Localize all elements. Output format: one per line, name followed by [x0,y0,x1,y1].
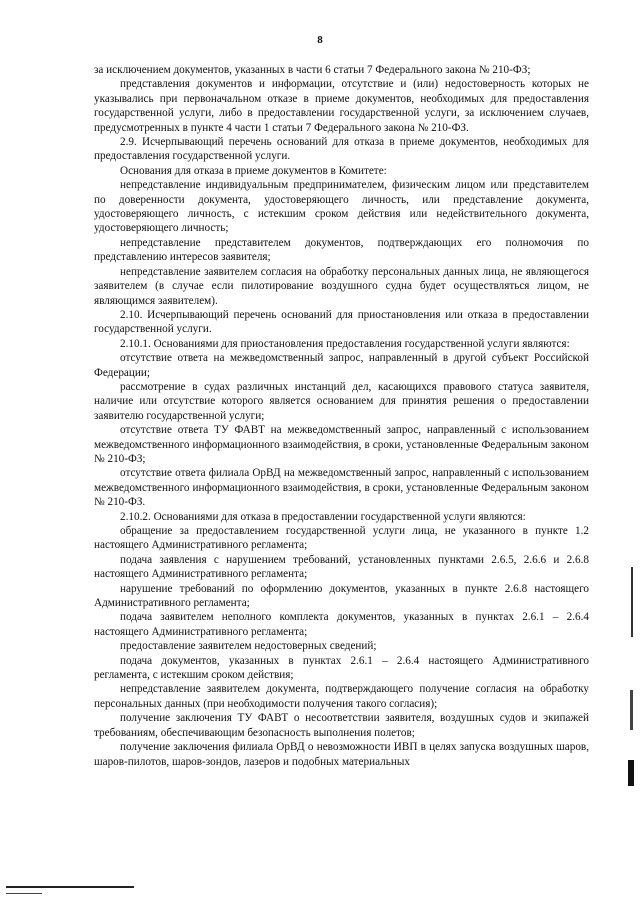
paragraph: отсутствие ответа ТУ ФАВТ на межведомственный запрос, направленный с использованием межведомственного информационного взаимодействия, в сроки, установленные Федеральным законом № 210-ФЗ; [94,424,589,465]
paragraph: за исключением документов, указанных в части 6 статьи 7 Федерального закона № 210-ФЗ; [94,64,531,76]
paragraph: непредставление заявителем документа, подтверждающего получение согласия на обработку персональных данных (при необходимости получения такого согласия); [94,683,589,710]
paragraph: предоставление заявителем недостоверных сведений; [120,640,377,653]
paragraph: подача заявления с нарушением требований, установленных пунктами 2.6.5, 2.6.6 и 2.6.8 настоящего Административного регламента; [94,553,589,581]
paragraph: отсутствие ответа на межведомственный запрос, направленный в другой субъект Российской Федерации; [94,352,589,379]
paragraph: отсутствие ответа филиала ОрВД на межведомственный запрос, направленный с использованием межведомственного информационного взаимодействия, в сроки, установленные Федеральным законом № 210-ФЗ. [94,467,589,509]
paragraph: получение заключения филиала ОрВД о невозможности ИВП в целях запуска воздушных шаров, шаров-пилотов, шаров-зондов, лазеров и подобных материальных [94,741,589,768]
paragraph: непредставление представителем документов, подтверждающих его полномочия по представлению интересов заявителя; [94,236,589,264]
paragraph: непредставление заявителем согласия на обработку персональных данных лица, не являющегося заявителем (в случае если пилотирование воздушного судна будет осуществляться лицом, не являющимся заявителем). [94,265,589,307]
scan-edge-mark [631,567,633,637]
paragraph: Основания для отказа в приеме документов в Комитете: [120,164,387,177]
paragraph: 2.10. Исчерпывающий перечень оснований для приостановления или отказа в предоставлении государственной услуги. [94,308,589,336]
paragraph: 2.9. Исчерпывающий перечень оснований для отказа в приеме документов, необходимых для предоставления государственной услуги. [94,136,589,163]
scan-edge-mark [628,760,634,786]
paragraph: 2.10.2. Основаниями для отказа в предоставлении государственной услуги являются: [120,510,526,523]
paragraph: представления документов и информации, отсутствие и (или) недостоверность которых не указывались при первоначальном отказе в приеме документов, необходимых для предоставления государственной услуги, либо в предоставлении государственной услуги, за исключением случаев, предусмотренных в пункте 4 части 1 статьи 7 Федерального закона № 210-ФЗ. [94,78,589,134]
footer-rule-short [6,893,42,894]
paragraph: 2.10.1. Основаниями для приостановления предоставления государственной услуги являются: [120,337,570,350]
paragraph: обращение за предоставлением государственной услуги лица, не указанного в пункте 1.2 настоящего Административного регламента; [94,525,589,552]
scan-edge-mark [630,690,633,730]
paragraph: нарушение требований по оформлению документов, указанных в пункте 2.6.8 настоящего Административного регламента; [94,582,589,610]
page-number: 8 [317,34,323,46]
paragraph: получение заключения ТУ ФАВТ о несоответствии заявителя, воздушных судов и экипажей требованиям, обеспечивающим безопасность выполнения полетов; [94,712,589,739]
paragraph: подача документов, указанных в пунктах 2.6.1 – 2.6.4 настоящего Административного регламента, с истекшим сроком действия; [94,654,589,682]
paragraph: подача заявителем неполного комплекта документов, указанных в пунктах 2.6.1 – 2.6.4 настоящего Административного регламента; [94,611,589,638]
document-body [94,63,589,769]
paragraph: рассмотрение в судах различных инстанций дел, касающихся правового статуса заявителя, наличие или отсутствие которого является основанием для принятия решения о предоставлении заявителю государственной услуги; [94,380,589,422]
footer-rule [6,886,134,888]
paragraph: непредставление индивидуальным предпринимателем, физическим лицом или представителем по доверенности документа, удостоверяющего личность, или представление документа, удостоверяющего личность, с истекшим сроком действия или недействительного документа, удостоверяющего личность; [94,179,589,235]
